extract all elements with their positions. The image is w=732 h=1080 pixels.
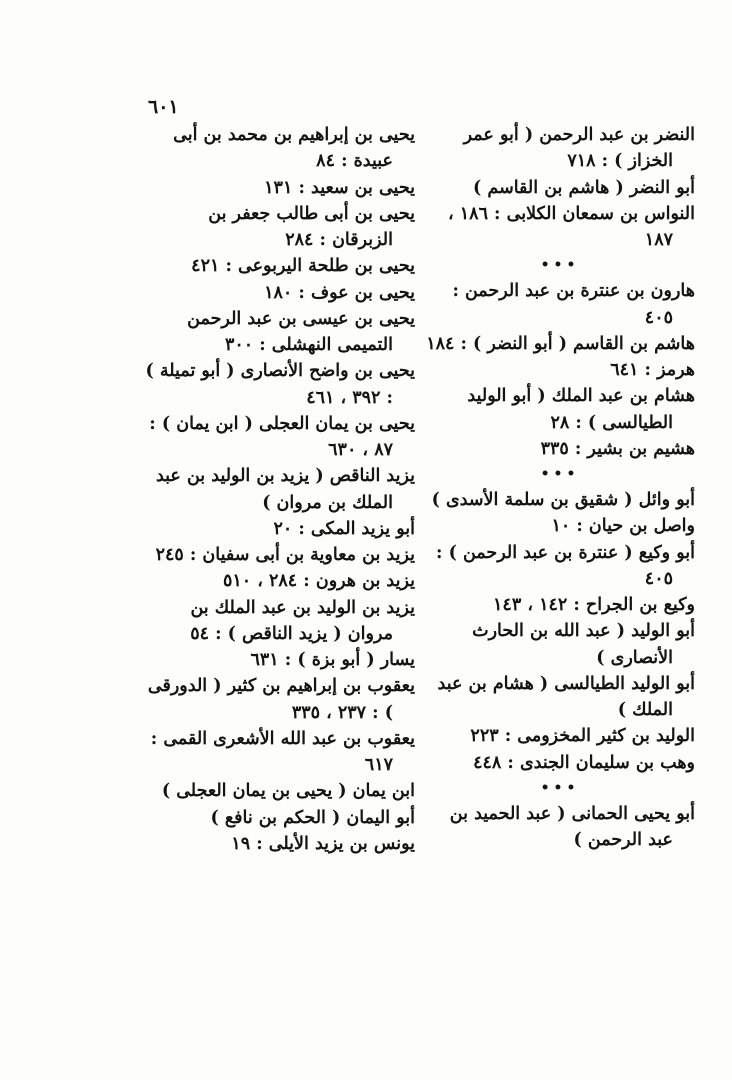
right-column (425, 122, 695, 853)
index-entry: يحيى بن واضح الأنصارى ( أبو تميلة ) : ٣٩٢ ، ٤٦١ (145, 361, 415, 408)
index-entry: يزيد الناقص ( يزيد بن الوليد بن عبد الملك بن مروان ) (155, 466, 415, 513)
left-column (145, 122, 415, 857)
index-entry: هشيم بن بشير : ٣٣٥ (540, 438, 695, 459)
separator: ••• (540, 779, 580, 796)
index-entry: يحيى بن أبى طالب جعفر بن الزبرقان : ٢٨٤ (208, 203, 415, 250)
index-entry: أبو الوليد ( عبد الله بن الحارث الأنصارى ) (472, 621, 695, 668)
index-entry: هاشم بن القاسم ( أبو النضر ) : ١٨٤ (426, 333, 695, 354)
page-number: ٦٠١ (148, 96, 179, 118)
index-entry: واصل بن حيان : ١٠ (551, 516, 695, 537)
index-entry: أبو النضر ( هاشم بن القاسم ) (473, 177, 695, 198)
index-entry: أبو اليمان ( الحكم بن نافع ) (210, 807, 415, 828)
index-entry: يسار ( أبو بزة ) : ٦٣١ (250, 650, 415, 670)
index-entry: الوليد بن كثير المخزومى : ٢٢٣ (470, 726, 695, 747)
index-entry: أبو يزيد المكى : ٢٠ (273, 518, 415, 539)
index-entry: يحيى بن يمان العجلى ( ابن يمان ) : ٨٧ ، ٦٣٠ (149, 413, 415, 460)
index-entry: هرمز : ٦٤١ (610, 360, 695, 380)
index-entry: يحيى بن سعيد : ١٣١ (264, 177, 415, 198)
index-entry: النواس بن سمعان الكلابى : ١٨٦ ، ١٨٧ (448, 203, 695, 250)
index-entry: يزيد بن الوليد بن عبد الملك بن مروان ( يزيد الناقص ) : ٥٤ (190, 597, 415, 644)
index-entry: يحيى بن طلحة اليربوعى : ٤٢١ (191, 256, 415, 277)
index-entry: يحيى بن إبراهيم بن محمد بن أبى عبيدة : ٨٤ (173, 125, 415, 172)
index-entry: يعقوب بن إبراهيم بن كثير ( الدورقى ) : ٢٣٧ ، ٣٣٥ (147, 676, 415, 723)
index-entry: أبو وكيع ( عنترة بن عبد الرحمن ) : ٤٠٥ (436, 542, 695, 589)
index-entry: ابن يمان ( يحيى بن يمان العجلى ) (161, 781, 415, 802)
index-entry: أبو الوليد الطيالسى ( هشام بن عبد الملك ) (437, 673, 695, 720)
index-entry: وكيع بن الجراح : ١٤٢ ، ١٤٣ (493, 595, 695, 615)
separator: ••• (540, 257, 580, 274)
index-entry: وهب بن سليمان الجندى : ٤٤٨ (473, 752, 695, 773)
index-entry: أبو وائل ( شقيق بن سلمة الأسدى ) (431, 490, 695, 510)
index-entry: النضر بن عبد الرحمن ( أبو عمر الخزاز ) : ٧١٨ (463, 125, 695, 172)
separator: ••• (540, 466, 580, 482)
index-entry: يحيى بن عوف : ١٨٠ (264, 282, 415, 303)
index-entry: يزيد بن معاوية بن أبى سفيان : ٢٤٥ (155, 545, 415, 565)
index-entry: أبو يحيى الحمانى ( عبد الحميد بن عبد الرحمن ) (449, 803, 695, 850)
index-entry: هارون بن عنترة بن عبد الرحمن : ٤٠٥ (452, 281, 695, 328)
index-entry: يونس بن يزيد الأيلى : ١٩ (231, 833, 415, 854)
index-entry: هشام بن عبد الملك ( أبو الوليد الطيالسى ) : ٢٨ (467, 386, 695, 433)
index-entry: يزيد بن هرون : ٢٨٤ ، ٥١٠ (222, 571, 415, 592)
index-entry: يحيى بن عيسى بن عبد الرحمن التميمى النهشلى : ٣٠٠ (187, 308, 415, 355)
index-entry: يعقوب بن عبد الله الأشعرى القمى : ٦١٧ (150, 728, 415, 775)
